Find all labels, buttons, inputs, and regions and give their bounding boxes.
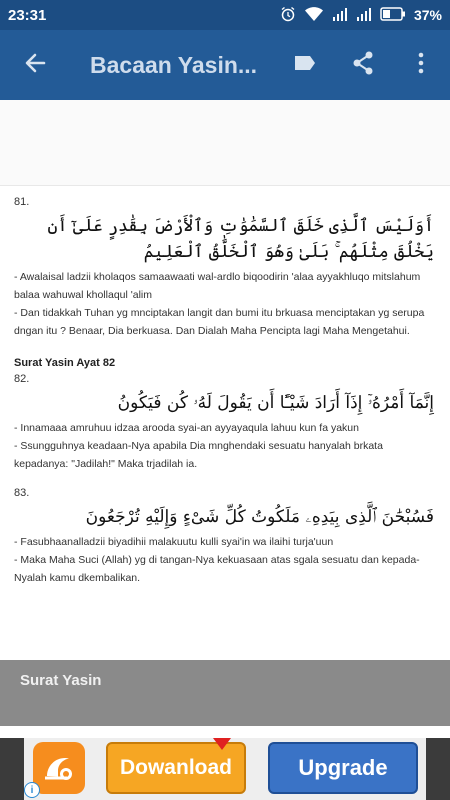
ad-info-icon[interactable]: i [24,782,40,798]
verse-block [14,194,436,341]
translation: - Ssungguhnya keadaan-Nya apabila Dia mnghendaki sesuatu hanyalah brkata kepadanya: "Jadilah!" Maka trjadilah ia. [14,439,383,470]
signal-icon [332,7,348,24]
transliteration: - Awalaisal ladzii kholaqos samaawaati wal-ardlo biqoodirin 'alaa ayyakhluqo mitslahum balaa wahuwal khollaqul 'alim [14,271,421,302]
more-vert-icon [418,52,424,79]
page-title: Bacaan Yasin... [90,51,258,78]
ad-download-button[interactable]: Dowanload [106,742,246,794]
status-time: 23:31 [8,6,47,24]
arabic-text: فَسُبْحَٰنَ ٱلَّذِى بِيَدِهِۦ مَلَكُوتُ كُلِّ شَىْءٍ وَإِلَيْهِ تُرْجَعُونَ [85,506,434,527]
ad-banner[interactable] [0,738,450,800]
arabic-text: أَوَلَيْسَ ٱلَّذِى خَلَقَ ٱلسَّمَٰوَٰتِ وَٱلْأَرْضَ بِقَٰدِرٍ عَلَىٰٓ أَن يَخْلُقَ مِثْلَهُم ۚ بَلَىٰ وَهُوَ ٱلْخَلَّٰقُ ٱلْعَلِيمُ [47,215,434,262]
ad-edge-right [426,738,450,800]
wifi-icon [304,6,324,25]
verse-number: 82. [14,373,30,386]
back-button[interactable] [0,30,70,100]
ad-edge-left [0,738,24,800]
battery-percent: 37% [413,7,442,23]
signal-icon [356,7,372,24]
battery-icon [380,7,406,24]
section-heading: Surat Yasin Ayat 82 [14,356,116,369]
verse-content[interactable] [0,100,450,660]
verse-document [0,186,450,588]
footer-banner[interactable] [0,660,450,726]
back-arrow-icon [24,52,46,79]
footer-banner-label: Surat Yasin [20,672,102,689]
translation: - Dan tidakkah Tuhan yg mnciptakan langit dan bumi itu brkuasa menciptakan yg serupa dngan itu ? Benaar, Dia berkuasa. Dan Dialah Maha Pencipta lagi Maha Mengetahui. [14,306,425,337]
label-icon [293,54,317,77]
transliteration: - Innamaaa amruhuu idzaa arooda syai-an ayyayaqula lahuu kun fa yakun [14,421,359,434]
more-options-button[interactable] [392,30,450,100]
status-bar [0,0,450,30]
content-header-space [0,100,450,186]
share-icon [352,51,374,80]
label-button[interactable] [276,30,334,100]
app-bar [0,30,450,100]
arabic-text: إِنَّمَآ أَمْرُهُۥٓ إِذَآ أَرَادَ شَيْـًٔا أَن يَقُولَ لَهُۥ كُن فَيَكُونُ [117,392,434,413]
ad-upgrade-button[interactable]: Upgrade [268,742,418,794]
status-icons [280,6,442,25]
uc-browser-logo-icon[interactable] [33,742,85,794]
alarm-icon [280,6,296,25]
verse-block [14,485,436,587]
verse-number: 81. [14,196,30,208]
transliteration: - Fasubhaanalladzii biyadihii malakuutu kulli syai'in wa ilaihi turja'uun [14,536,334,549]
translation: - Maka Maha Suci (Allah) yg di tangan-Nya kekuasaan atas sgala sesuatu dan kepada-Nyalah kamu dkembalikan. [14,554,420,584]
share-button[interactable] [334,30,392,100]
verse-number: 83. [14,487,30,500]
app-bar-actions [276,30,450,100]
verse-block [14,355,436,474]
ad-pointer-arrow-icon [213,738,231,750]
